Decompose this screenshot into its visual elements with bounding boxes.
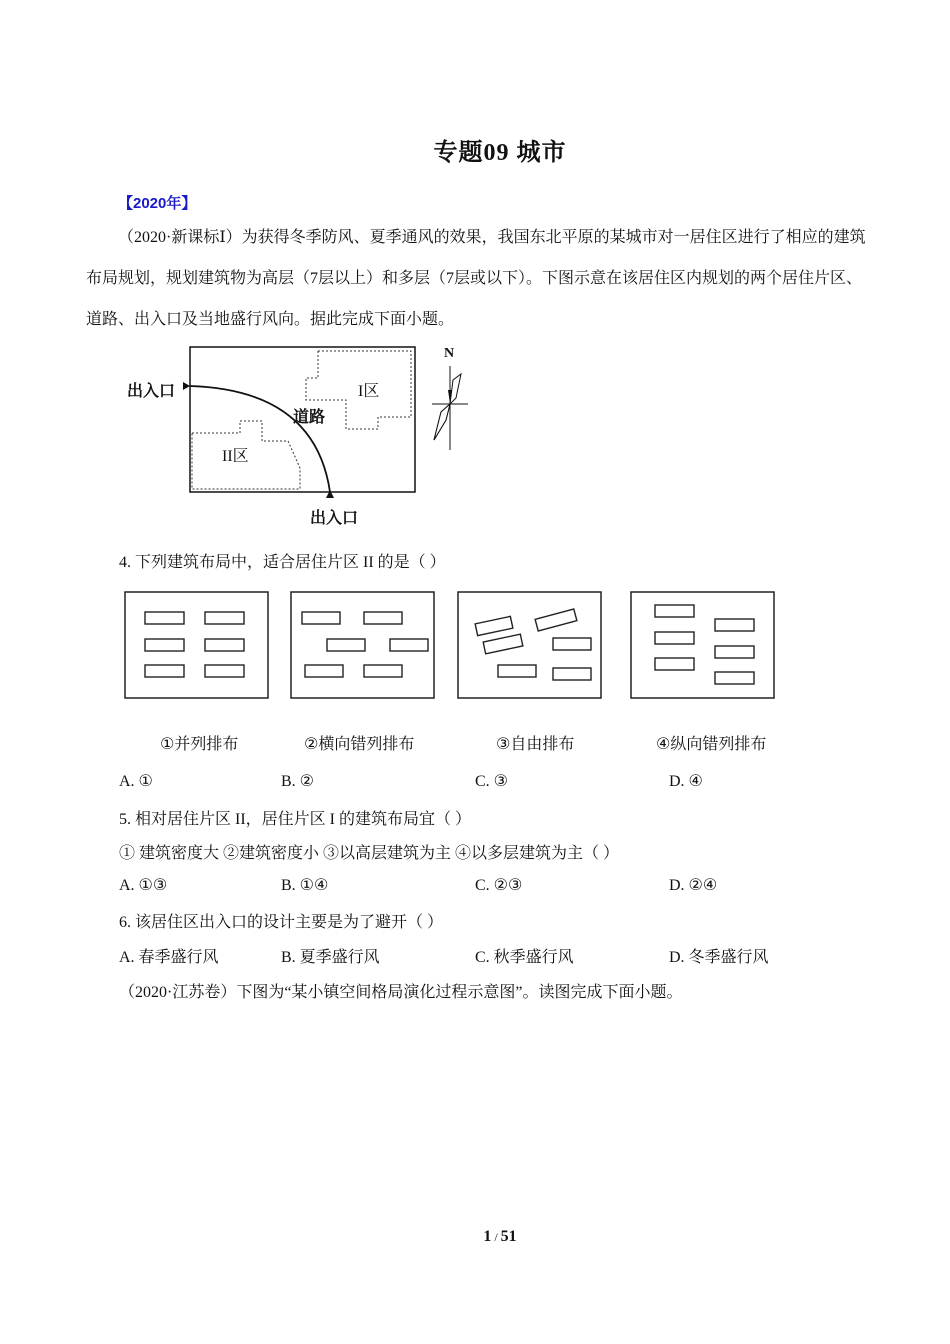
layout-caption-3: ③自由排布 xyxy=(496,736,575,753)
q5-statements: ① 建筑密度大 ②建筑密度小 ③以高层建筑为主 ④以多层建筑为主（ ） xyxy=(119,845,620,862)
road-curve xyxy=(190,386,330,492)
wind-petal-sw2 xyxy=(434,404,450,440)
intro-text: （2020·新课标Ⅰ）为获得冬季防风、夏季通风的效果，我国东北平原的某城市对一居住区进行了相应的建筑布局规划，规划建筑物为高层（7层以上）和多层（7层或以下）。下图示意在该居住区内规划的两个居住片区、道路、出入口及当地盛行风向。据此完成下面小题。 xyxy=(86,229,866,328)
q6-option-c: C. 秋季盛行风 xyxy=(475,949,574,966)
page-total: 51 xyxy=(500,1228,517,1245)
entrance-bottom-marker xyxy=(326,490,334,498)
map-label-zone-2: II区 xyxy=(222,448,249,465)
q5-option-c: C. ②③ xyxy=(475,877,523,894)
q5-option-b: B. ①④ xyxy=(281,877,329,894)
q5-stem: 5. 相对居住片区 II，居住片区 I 的建筑布局宜（ ） xyxy=(119,811,471,828)
layout-diagrams xyxy=(120,588,780,706)
q4-stem: 4. 下列建筑布局中，适合居住片区 II 的是（ ） xyxy=(119,554,446,571)
q6-stem: 6. 该居住区出入口的设计主要是为了避开（ ） xyxy=(119,914,444,931)
page-separator: / xyxy=(491,1230,501,1244)
map-label-entrance-bottom: 出入口 xyxy=(310,510,359,527)
map-label-entrance-left: 出入口 xyxy=(127,383,176,400)
year-heading: 【2020年】 xyxy=(118,195,197,212)
layout-4-vertical-staggered xyxy=(631,592,774,698)
page-current: 1 xyxy=(483,1228,492,1245)
q4-option-c: C. ③ xyxy=(475,773,509,790)
layout-3-free xyxy=(458,592,601,698)
q5-option-d: D. ②④ xyxy=(669,877,718,894)
entrance-left-marker xyxy=(183,382,190,390)
page-title: 专题09 城市 xyxy=(433,140,567,166)
q6-option-d: D. 冬季盛行风 xyxy=(669,949,769,966)
layout-caption-4: ④纵向错列排布 xyxy=(656,736,767,753)
layout-caption-1: ①并列排布 xyxy=(160,736,239,753)
layout-1-parallel xyxy=(125,592,268,698)
page-number xyxy=(0,1228,950,1246)
wind-petal-ne xyxy=(450,374,461,404)
next-question-intro: （2020·江苏卷）下图为“某小镇空间格局演化过程示意图”。读图完成下面小题。 xyxy=(119,984,683,1001)
q4-option-d: D. ④ xyxy=(669,773,703,790)
q6-option-b: B. 夏季盛行风 xyxy=(281,949,380,966)
layout-2-horizontal-staggered xyxy=(291,592,434,698)
residential-area-map xyxy=(110,340,490,530)
q5-option-a: A. ①③ xyxy=(119,877,168,894)
layout-caption-2: ②横向错列排布 xyxy=(304,736,415,753)
map-label-zone-1: I区 xyxy=(358,383,380,400)
q4-option-b: B. ② xyxy=(281,773,315,790)
intro-paragraph xyxy=(86,217,876,340)
map-label-north: N xyxy=(444,346,455,361)
q6-option-a: A. 春季盛行风 xyxy=(119,949,219,966)
q4-option-a: A. ① xyxy=(119,773,153,790)
map-label-road: 道路 xyxy=(293,409,326,426)
